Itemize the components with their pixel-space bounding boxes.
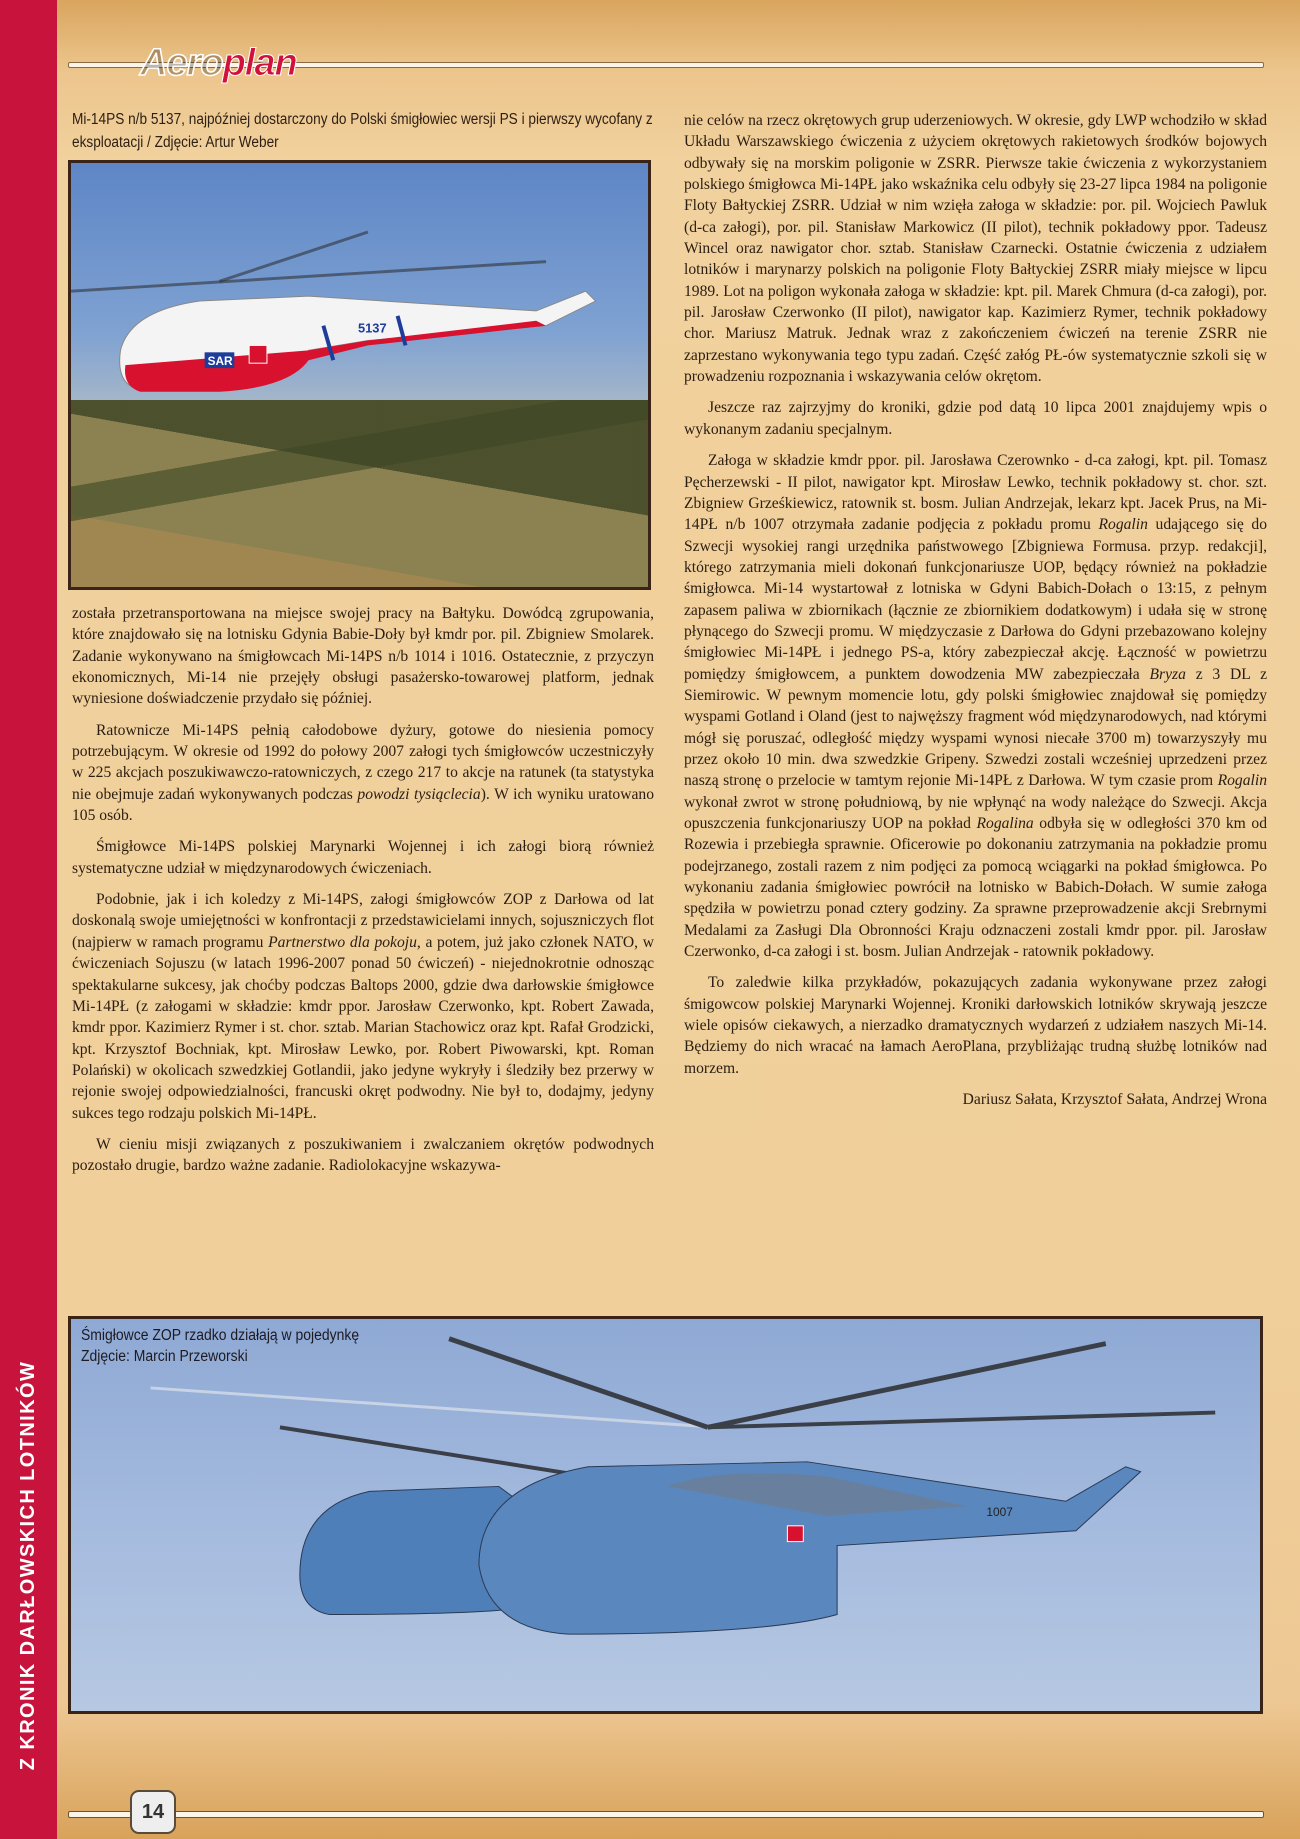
sar-marking: SAR bbox=[207, 354, 233, 369]
paragraph: Załoga w składzie kmdr ppor. pil. Jarosława Czerownko - d-ca załogi, kpt. pil. Tomasz Pęcherzewski - II pilot, nawigator kpt. Mirosław Lewko, technik pokładowy st. chor. szt. Zbigniew Grześkiewicz, ratownik st. bosm. Julian Andrzejak, lekarz kpt. Jacek Prus, na Mi-14PŁ n/b 1007 otrzymała zadanie podjęcia z pokładu promu Rogalin udającego się do Szwecji wysokiej rangi urzędnika państwowego [Zbigniewa Formusa. przyp. redakcji], którego zatrzymania mieli dokonań funkcjonariusze UOP, będący również na pokładzie śmigłowca. Mi-14 wystartował z lotniska w Gdyni Babich-Dołach o 13:15, z pełnym zapasem paliwa w zbiornikach (łącznie ze zbiornikiem dodatkowym) i udała się w stronę płynącego do Szwecji promu. W międzyczasie z Darłowa do Gdyni przebazowano kolejny śmigłowiec Mi-14PŁ i jednego PS-a, który zabezpieczał akcję. Łączność w powietrzu pomiędzy śmigłowcem, a punktem dowodzenia MW zabezpieczała Bryza z 3 DL z Siemirowic. W pewnym momencie lotu, gdy polski śmigłowiec znajdował się pomiędzy wyspami Gotland i Oland (jest to najwęższy fragment wód międzynarodowych, nad którymi mógł się poruszać, odległość między wyspami wynosi niecałe 3700 m) towarzyszyły mu przez około 10 min. dwa szwedzkie Gripeny. Szwedzi zostali wcześniej uprzedzeni przez naszą stronę o przelocie w tamtym rejonie Mi-14PŁ z Darłowa. W tym czasie prom Rogalin wykonał zwrot w stronę południową, by nie wpłynąć na wody należące do Szwecji. Akcja opuszczenia funkcjonariuszy UOP na pokład Rogalina odbyła się w odległości 370 km od Rozewia i przebiegła sprawnie. Oficerowie po dokonaniu zatrzymania na pokładzie promu podejrzanego, zostali razem z nim podjęci za pomocą wciągarki na pokład śmigłowca. Po wykonaniu zadania śmigłowiec powrócił na lotnisko w Babich-Dołach. W sumie załoga spędziła w powietrzu ponad cztery godziny. Za sprawne przeprowadzenie akcji Srebrnymi Medalami za Zasługi Dla Obronności Kraju odznaczeni zostali kmdr ppor. pil. Jarosław Czerwonko, d-ca załogi i st. bosm. Julian Andrzejak - ratownik pokładowy. bbox=[684, 452, 1267, 961]
page-number: 14 bbox=[130, 1790, 176, 1834]
paragraph: Podobnie, jak i ich koledzy z Mi-14PS, załogi śmigłowców ZOP z Darłowa od lat doskonalą swoje umiejętności w konfrontacji z przedstawicielami innych, sojuszniczych flot (najpierw w ramach programu Partnerstwo dla pokoju, a potem, już jako członek NATO, w ćwiczeniach Sojuszu (w latach 1996-2007 ponad 50 ćwiczeń) - niejednokrotnie odnosząc spektakularne sukcesy, jak choćby podczas Baltops 2000, gdzie dwa darłowskie śmigłowce Mi-14PŁ (z załogami w składzie: kmdr ppor. Jarosław Czerwonko, kpt. Robert Zawada, kmdr ppor. Kazimierz Rymer i st. chor. sztab. Marian Stachowicz oraz kpt. Rafał Grodzicki, kpt. Krzysztof Bochniak, kpt. Mirosław Lewko, por. Robert Piwowarski, kpt. Roman Polański) w okolicach szwedzkiej Gotlandii, jako jedyne wykryły i śledziły bez przerwy w rejonie swojej odpowiedzialności, francuski okręt podwodny. Nie był to, dodajmy, jedyny sukces tego rodzaju polskich Mi-14PŁ. bbox=[72, 891, 654, 1122]
article-column-right bbox=[684, 110, 1267, 1120]
sar-helicopter-illustration bbox=[71, 163, 648, 587]
article-column-left bbox=[72, 603, 654, 1187]
footer-rule bbox=[68, 1811, 1264, 1818]
section-spine-title: Z KRONIK DARŁOWSKICH LOTNIKÓW bbox=[17, 1360, 40, 1770]
photo-caption-top: Mi-14PS n/b 5137, najpóźniej dostarczony do Polski śmigłowiec wersji PS i pierwszy wycofany z eksploatacji / Zdjęcie: Artur Weber bbox=[72, 111, 653, 151]
paragraph: To zaledwie kilka przykładów, pokazujących zadania wykonywane przez załogi śmigowcow polskiej Marynarki Wojennej. Kroniki darłowskich lotników skrywają jeszcze wiele opisów ciekawych, a nierzadko dramatycznych wydarzeń z udziałem naszych Mi-14. Będziemy do nich wracać na łamach AeroPlana, przybliżając trudną służbę lotników nad morzem. bbox=[684, 974, 1267, 1077]
rotor-blade bbox=[708, 1344, 1106, 1428]
logo-aero: Aero bbox=[140, 42, 223, 84]
polish-checkerboard bbox=[787, 1526, 803, 1542]
paragraph: Śmigłowce Mi-14PS polskiej Marynarki Wojennej i ich załogi biorą również systematyczne udział w międzynarodowych ćwiczeniach. bbox=[72, 838, 654, 877]
rotor-blade bbox=[449, 1339, 708, 1428]
paragraph: Jeszcze raz zajrzyjmy do kroniki, gdzie pod datą 10 lipca 2001 znajdujemy wpis o wykonanym zadaniu specjalnym. bbox=[684, 399, 1267, 438]
paragraph: nie celów na rzecz okrętowych grup uderzeniowych. W okresie, gdy LWP wchodziło w skład Układu Warszawskiego ćwiczenia z użyciem okrętowych rakietowych środków bojowych odbywały się na morskim poligonie w ZSRR. Pierwsze takie ćwiczenia z wykorzystaniem polskiego śmigłowca Mi-14PŁ jako wskaźnika celu odbyły się 23-27 lipca 1984 na poligonie Floty Bałtyckiej ZSRR. Udział w nim wzięła załoga w składzie: por. pil. Wojciech Pawluk (d-ca załogi), por. pil. Stanisław Markowicz (II pilot), technik pokładowy ppor. Tadeusz Wincel oraz nawigator chor. sztab. Stanisław Czarnecki. Ostatnie ćwiczenia z udziałem lotników i marynarzy polskich na poligonie Floty Bałtyckiej ZSRR miały miejsce w lipcu 1989. Lot na poligon wykonała załoga w składzie: kpt. pil. Marek Chmura (d-ca załogi), por. pil. Jarosław Czerwonko (II pilot), nawigator kap. Kazimierz Rymer, technik pokładowy chor. Mariusz Matruk. Jednak wraz z zakończeniem ćwiczeń na terenie ZSRR nie zaprzestano wykonywania tego typu zadań. Część załóg PŁ-ów systematycznie szkoli się w prowadzeniu rozpoznania i wskazywania celów okrętom. bbox=[684, 112, 1267, 386]
rotor-blade bbox=[708, 1413, 1215, 1428]
polish-checkerboard bbox=[249, 345, 267, 363]
caption-credit: Zdjęcie: Marcin Przeworski bbox=[81, 1348, 248, 1365]
magazine-logo bbox=[140, 42, 297, 85]
logo-plan: plan bbox=[222, 42, 297, 84]
article-authors: Dariusz Sałata, Krzysztof Sałata, Andrzej Wrona bbox=[962, 1091, 1267, 1109]
zop-helicopters-illustration bbox=[71, 1319, 1260, 1711]
rotor-blade bbox=[151, 1388, 718, 1427]
paragraph: została przetransportowana na miejsce swojej pracy na Bałtyku. Dowódcą zgrupowania, które znajdowało się na lotnisku Gdynia Babie-Doły był kmdr por. pil. Zbigniew Smolarek. Zadanie wykonywano na śmigłowcach Mi-14PS n/b 1014 i 1016. Ostatecznie, z przyczyn ekonomicznych, Mi-14 nie przejęły obsługi pasażersko-towarowej platform, jednak wyniesione doświadczenie przydało się później. bbox=[72, 605, 654, 708]
tail-number: 5137 bbox=[358, 320, 387, 336]
helicopter-photo-zop bbox=[68, 1316, 1263, 1714]
paragraph: W cieniu misji związanych z poszukiwaniem i zwalczaniem okrętów podwodnych pozostało drugie, bardzo ważne zadanie. Radiolokacyjne wskazywa- bbox=[72, 1135, 654, 1175]
tail-number: 1007 bbox=[986, 1505, 1013, 1519]
photo-caption-bottom bbox=[81, 1325, 359, 1367]
paragraph: Ratownicze Mi-14PS pełnią całodobowe dyżury, gotowe do niesienia pomocy potrzebującym. W okresie od 1992 do połowy 2007 załogi tych śmigłowców uczestniczyły w 225 akcjach poszukiwawczo-ratowniczych, z czego 217 to akcje na ratunek (ta statystyka nie obejmuje zadań wykonywanych podczas powodzi tysiąclecia). W ich wyniku uratowano 105 osób. bbox=[72, 721, 654, 825]
section-spine bbox=[0, 0, 57, 1839]
rotor-blade bbox=[280, 1427, 588, 1476]
rotor-blade bbox=[71, 262, 546, 292]
caption-title: Śmigłowce ZOP rzadko działają w pojedynkę bbox=[81, 1327, 360, 1344]
helicopter-photo-sar bbox=[68, 160, 651, 590]
